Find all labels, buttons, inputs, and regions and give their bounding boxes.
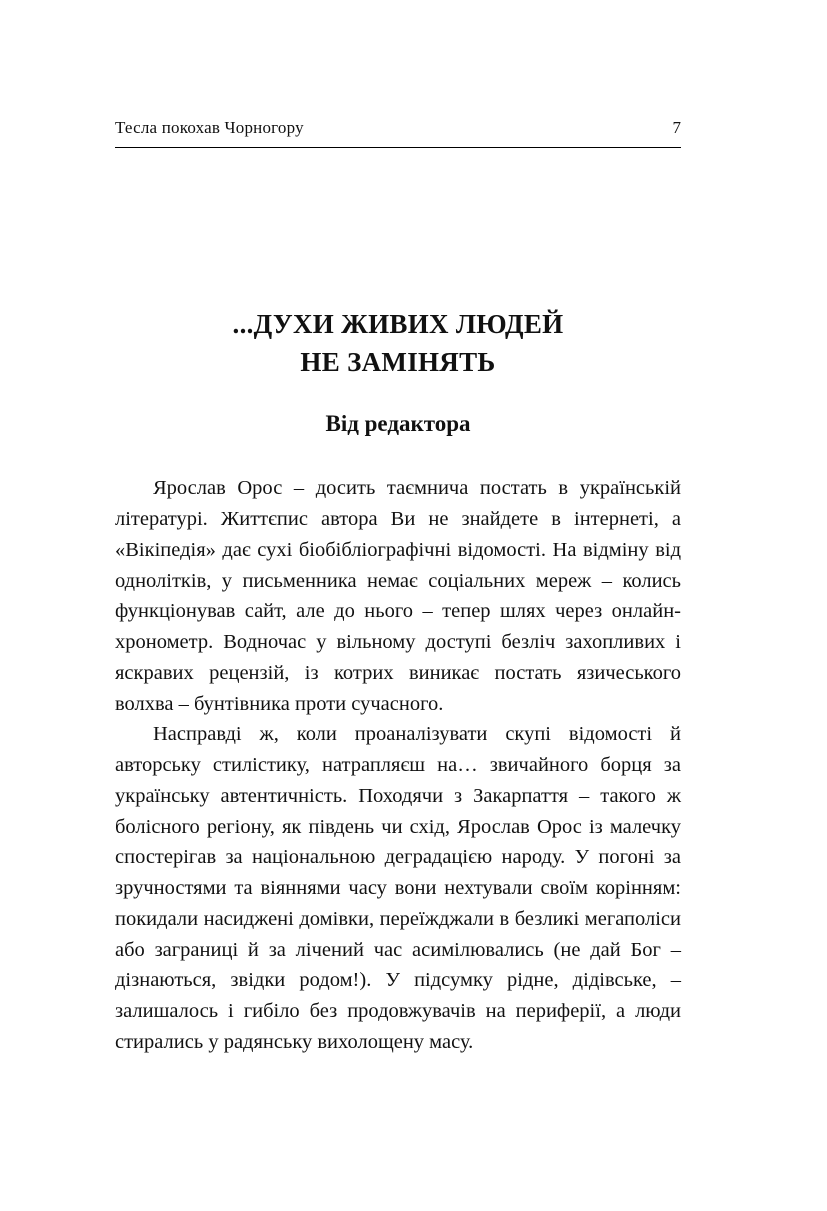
chapter-title-line-2: НЕ ЗАМІНЯТЬ [300,347,496,378]
body-text [115,473,681,1057]
running-header [115,118,681,148]
page-content [115,118,681,1058]
body-paragraph: Насправді ж, коли проаналізувати скупі відомості й авторську стилістику, натрапляєш на… звичайного борця за українську автентичність. Походячи з Закарпаття – такого ж болісного регіону, як південь чи схід, Ярослав Орос із малечку спостерігав за національною деградацією народу. У погоні за зручностями та віяннями часу вони нехтували своїм корінням: покидали насиджені домівки, переїжджали в безликі мегаполіси або заграниці й за лічений час асимілювались (не дай Бог – дізнаються, звідки родом!). У підсумку рідне, дідівське, – залишалось і гибіло без продовжувачів на периферії, а люди стирались у радянську вихолощену масу. [115,723,681,1053]
page-number: 7 [672,118,681,137]
running-header-title: Тесла покохав Чорногору [115,118,304,137]
body-paragraph: Ярослав Орос – досить таємнича постать в українській літературі. Життєпис автора Ви не знайдете в інтернеті, а «Вікіпедія» дає сухі біобібліографічні відомості. На відміну від однолітків, у письменника немає соціальних мереж – колись функціонував сайт, але до нього – тепер шлях через онлайн-хронометр. Водночас у вільному доступі безліч захопливих і яскравих рецензій, із котрих виникає постать язичеського волхва – бунтівника проти сучасного. [115,477,681,715]
section-subtitle: Від редактора [325,410,471,436]
chapter-title [115,305,681,382]
chapter-title-line-1: ...ДУХИ ЖИВИХ ЛЮДЕЙ [232,309,564,339]
